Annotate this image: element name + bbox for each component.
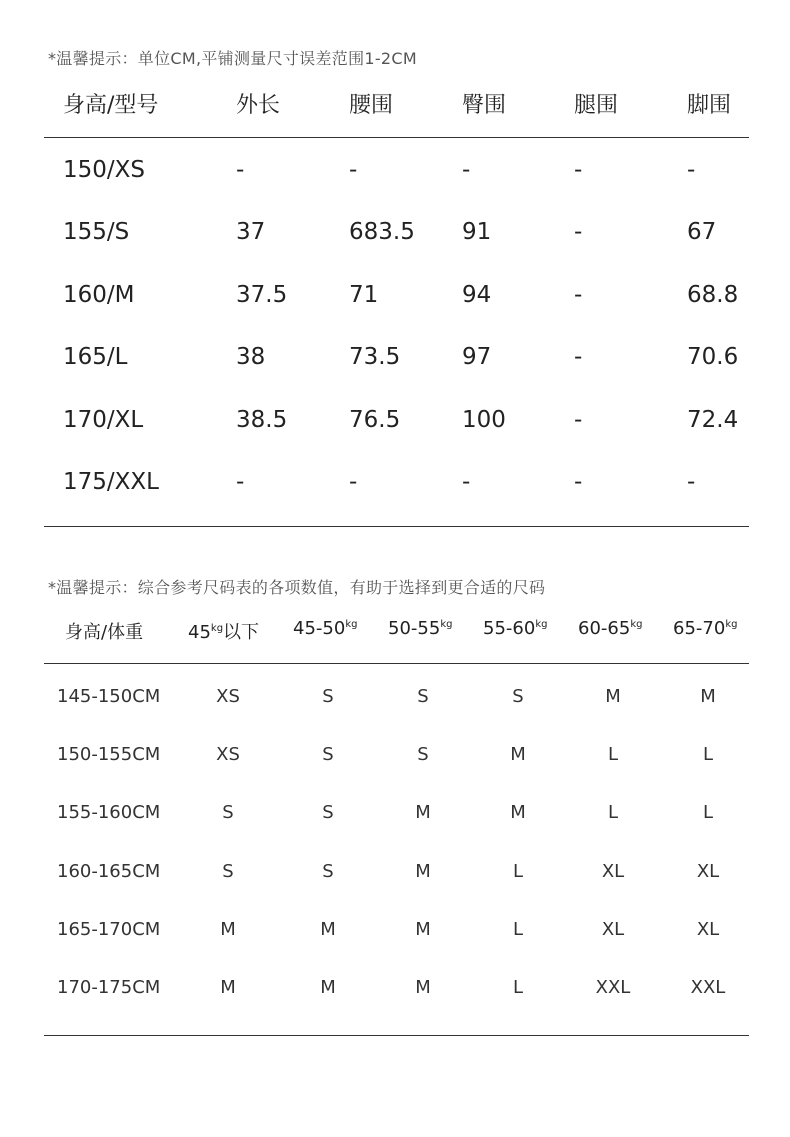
table-cell: 94	[462, 282, 492, 308]
table-cell: S	[322, 744, 334, 765]
header-waist: 腰围	[349, 93, 394, 118]
header-weight-65-70	[673, 618, 737, 639]
table-cell: -	[574, 344, 583, 370]
table-cell: L	[512, 919, 524, 940]
table-row	[0, 744, 790, 770]
table-cell: -	[462, 157, 471, 183]
table-cell: S	[417, 744, 429, 765]
size-note-measurement: *温馨提示：单位CM,平铺测量尺寸误差范围1-2CM	[48, 49, 417, 68]
table-cell: M	[320, 977, 336, 998]
table-cell: -	[236, 469, 245, 495]
table-row	[0, 861, 790, 887]
table-cell: -	[687, 157, 696, 183]
table-cell: 97	[462, 344, 492, 370]
table-cell: M	[700, 686, 716, 707]
table-cell: L	[702, 744, 714, 765]
table-row	[0, 157, 790, 191]
table-bottom-divider	[44, 526, 749, 527]
table-cell: L	[607, 802, 619, 823]
table-cell: 155-160CM	[57, 802, 161, 823]
table-cell: M	[510, 802, 526, 823]
unit-superscript: kg	[440, 619, 453, 630]
table-row	[0, 219, 790, 253]
table-row	[0, 344, 790, 378]
table-cell: 38.5	[236, 407, 288, 433]
table-cell: M	[415, 861, 431, 882]
table-cell: M	[605, 686, 621, 707]
table-cell: XS	[216, 744, 240, 765]
table-cell: 70.6	[687, 344, 739, 370]
header-weight-45-50	[293, 618, 357, 639]
table-cell: XL	[601, 919, 625, 940]
header-thigh: 腿围	[574, 93, 619, 118]
table-cell: M	[220, 919, 236, 940]
header-weight-50-55	[388, 618, 452, 639]
unit-superscript: kg	[725, 619, 738, 630]
table-cell: 73.5	[349, 344, 401, 370]
table-row	[0, 977, 790, 1003]
header-divider	[44, 137, 749, 138]
table-cell: 160/M	[63, 282, 135, 308]
header-leg-opening: 脚围	[687, 93, 732, 118]
table-cell: -	[349, 157, 358, 183]
table-cell: XS	[216, 686, 240, 707]
header-divider	[44, 663, 749, 664]
table-cell: S	[417, 686, 429, 707]
table-cell: 175/XXL	[63, 469, 159, 495]
table-cell: -	[574, 282, 583, 308]
table-cell: L	[702, 802, 714, 823]
table-cell: S	[222, 861, 234, 882]
header-height-size: 身高/型号	[63, 93, 159, 118]
table-cell: M	[510, 744, 526, 765]
table-cell: -	[236, 157, 245, 183]
table-row	[0, 407, 790, 441]
header-weight-45-below	[188, 618, 259, 644]
table-cell: XXL	[690, 977, 726, 998]
table-cell: M	[415, 977, 431, 998]
header-hip: 臀围	[462, 93, 507, 118]
table-cell: L	[607, 744, 619, 765]
table-cell: -	[687, 469, 696, 495]
table-cell: 150/XS	[63, 157, 146, 183]
table-cell: XXL	[595, 977, 631, 998]
table-cell: S	[222, 802, 234, 823]
table-cell: 76.5	[349, 407, 401, 433]
table-cell: 170-175CM	[57, 977, 161, 998]
table-cell: L	[512, 977, 524, 998]
unit-superscript: kg	[630, 619, 643, 630]
table-cell: M	[415, 919, 431, 940]
table-cell: 683.5	[349, 219, 415, 245]
table-row	[0, 469, 790, 503]
table-cell: 150-155CM	[57, 744, 161, 765]
table-cell: 72.4	[687, 407, 739, 433]
header-weight-60-65	[578, 618, 642, 639]
table-cell: S	[512, 686, 524, 707]
table-cell: -	[462, 469, 471, 495]
header-text: 45	[188, 622, 211, 643]
table-row	[0, 686, 790, 712]
table-cell: -	[574, 407, 583, 433]
header-height-weight	[65, 618, 143, 644]
table-cell: L	[512, 861, 524, 882]
table-cell: XL	[696, 861, 720, 882]
table-row	[0, 802, 790, 828]
table-cell: M	[415, 802, 431, 823]
table-cell: XL	[696, 919, 720, 940]
unit-superscript: kg	[210, 623, 224, 634]
table-cell: 160-165CM	[57, 861, 161, 882]
table-cell: 37.5	[236, 282, 288, 308]
header-text: 65-70	[673, 618, 726, 639]
header-weight-55-60	[483, 618, 547, 639]
header-text: 身高/体重	[65, 622, 144, 643]
table-cell: XL	[601, 861, 625, 882]
unit-superscript: kg	[345, 619, 358, 630]
header-text: 60-65	[578, 618, 631, 639]
table-cell: S	[322, 861, 334, 882]
table-cell: 100	[462, 407, 506, 433]
table-row	[0, 282, 790, 316]
table-cell: S	[322, 802, 334, 823]
measurement-table-header	[0, 88, 790, 124]
table-row	[0, 919, 790, 945]
table-bottom-divider	[44, 1035, 749, 1036]
table-cell: 67	[687, 219, 717, 245]
table-cell: 155/S	[63, 219, 130, 245]
table-cell: M	[320, 919, 336, 940]
header-text: 45-50	[293, 618, 346, 639]
size-note-recommendation: *温馨提示：综合参考尺码表的各项数值，有助于选择到更合适的尺码	[48, 578, 546, 597]
unit-superscript: kg	[535, 619, 548, 630]
table-cell: 37	[236, 219, 266, 245]
table-cell: 71	[349, 282, 379, 308]
table-cell: -	[574, 157, 583, 183]
table-cell: -	[349, 469, 358, 495]
recommendation-table-header	[0, 618, 790, 648]
header-text: 55-60	[483, 618, 536, 639]
table-cell: 38	[236, 344, 266, 370]
table-cell: S	[322, 686, 334, 707]
table-cell: 165-170CM	[57, 919, 161, 940]
table-cell: 170/XL	[63, 407, 144, 433]
table-cell: 68.8	[687, 282, 739, 308]
header-text: 50-55	[388, 618, 441, 639]
header-outer-length: 外长	[236, 93, 281, 118]
table-cell: -	[574, 219, 583, 245]
table-cell: 145-150CM	[57, 686, 161, 707]
table-cell: M	[220, 977, 236, 998]
table-cell: -	[574, 469, 583, 495]
table-cell: 91	[462, 219, 492, 245]
table-cell: 165/L	[63, 344, 128, 370]
header-suffix: 以下	[223, 622, 260, 643]
